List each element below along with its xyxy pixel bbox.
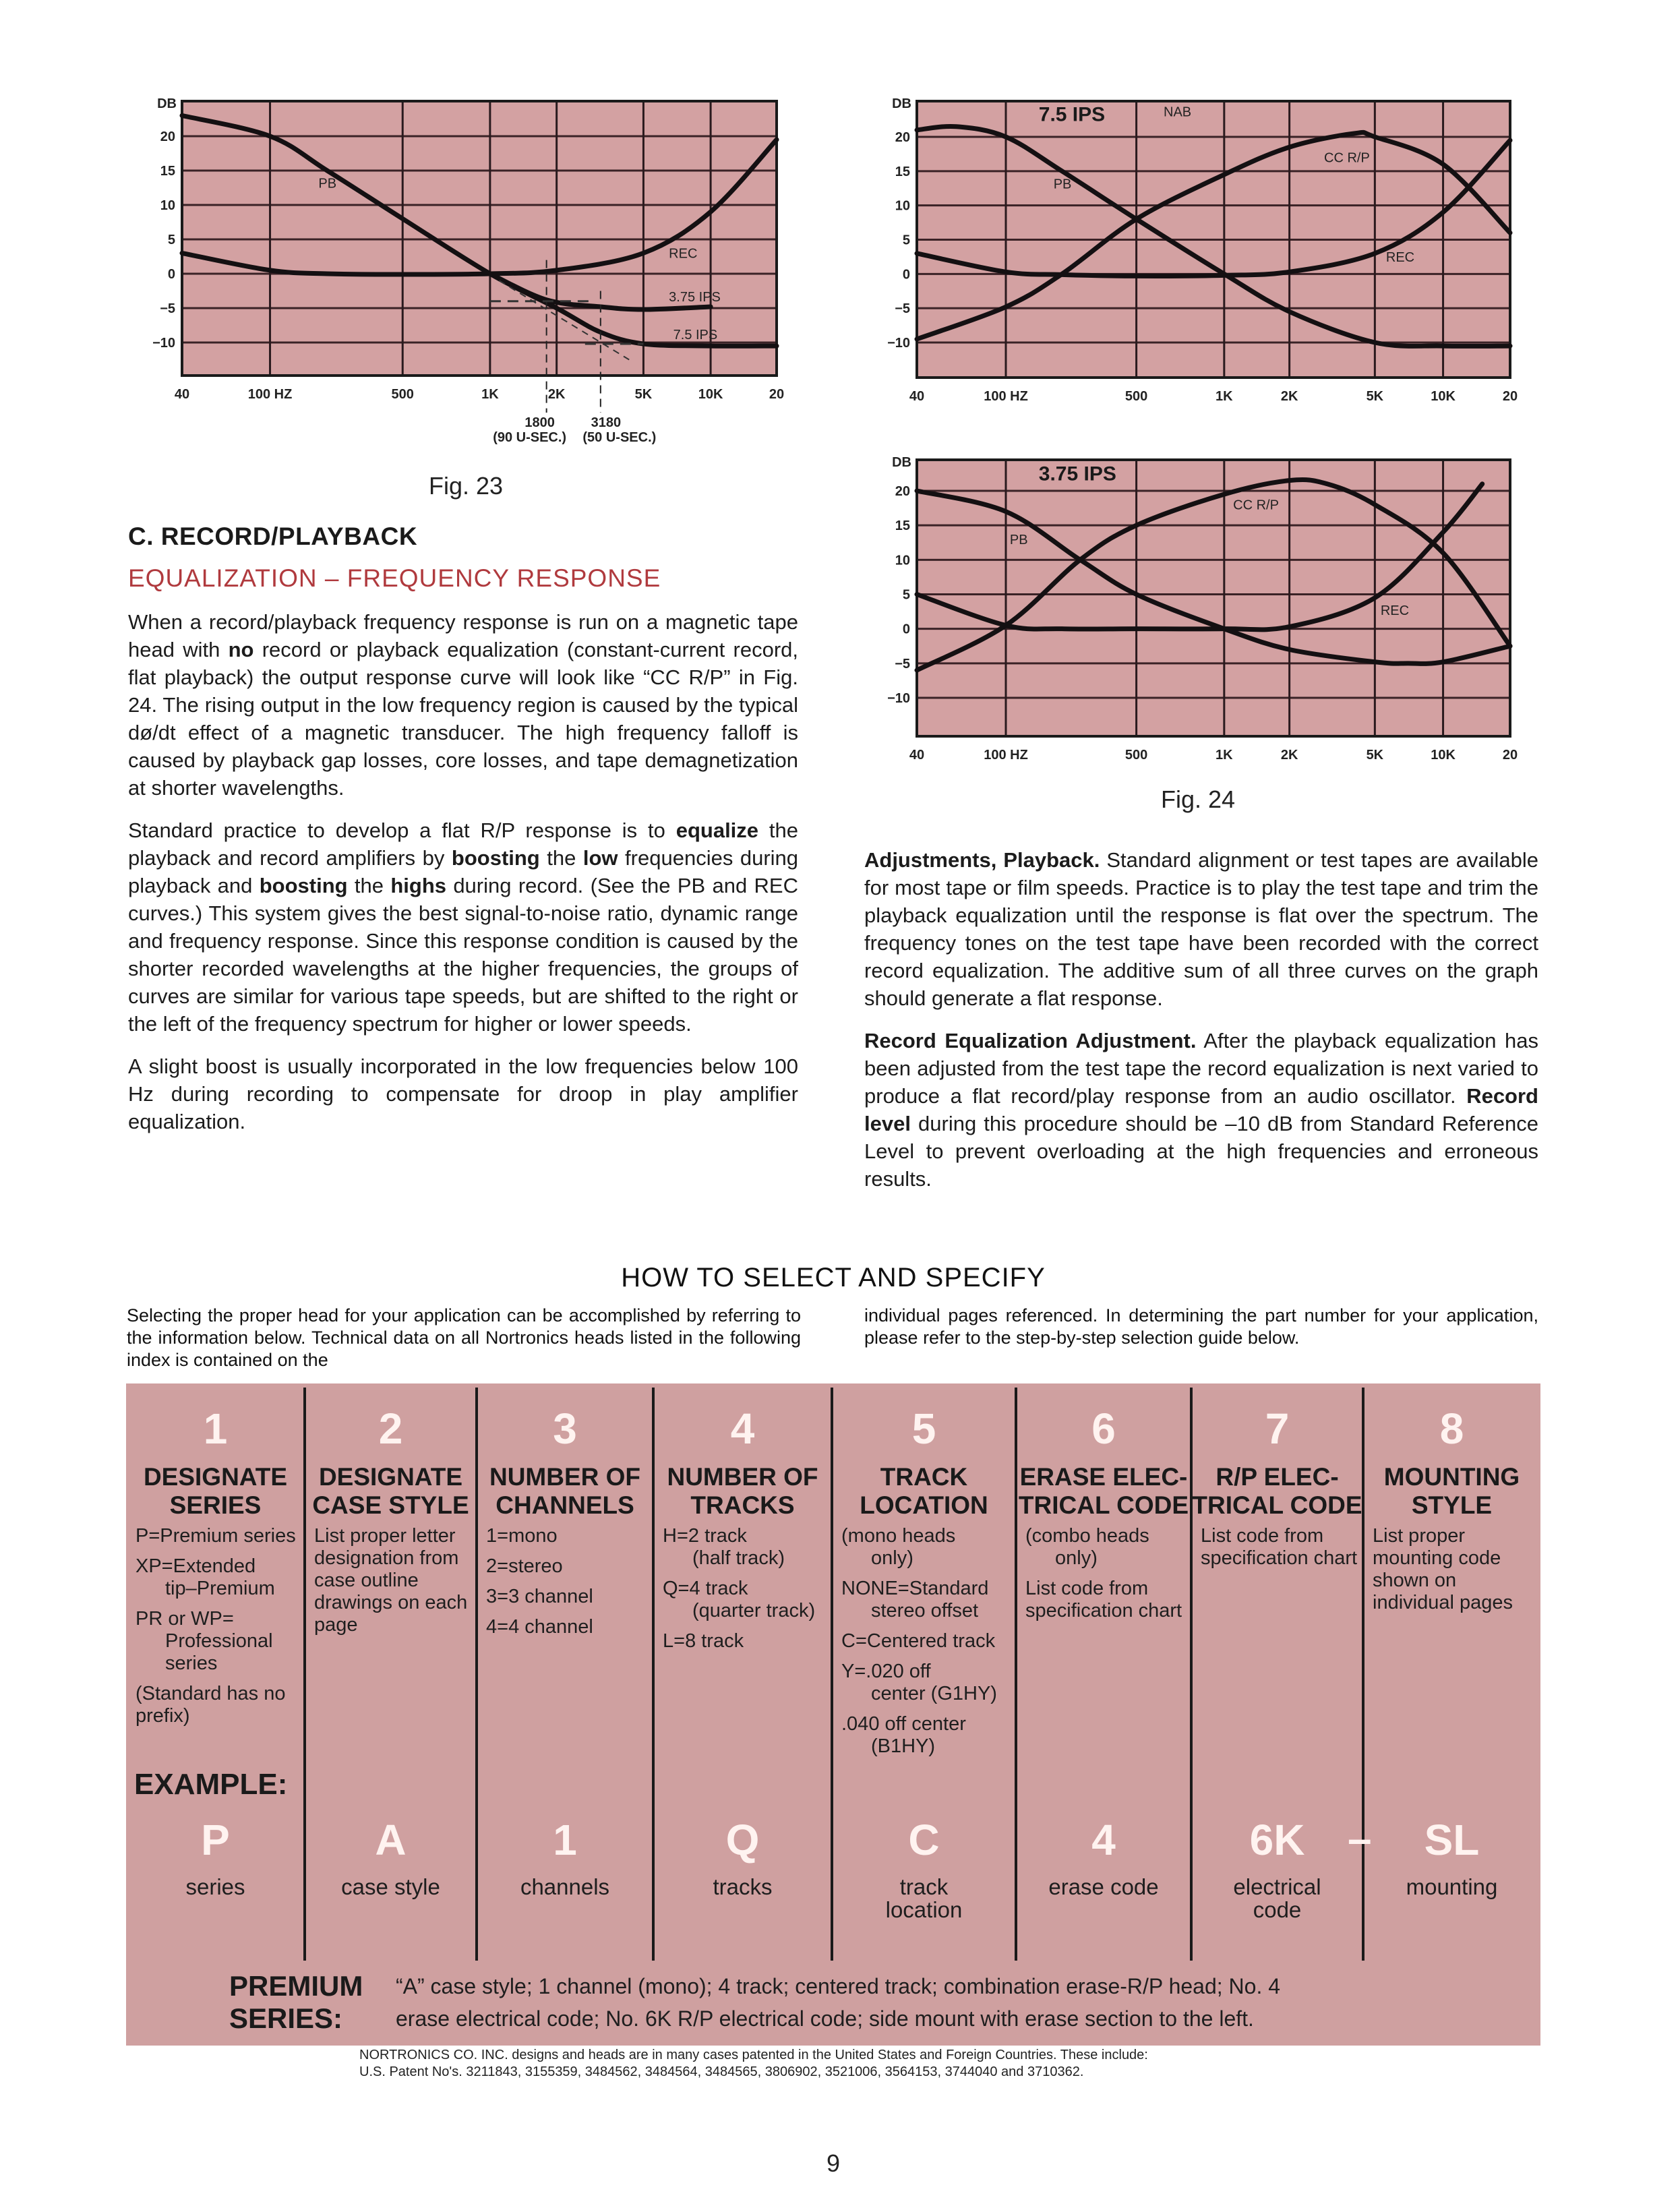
right-paragraph: Record Equalization Adjustment. After the playback equalization has been adjusted from the test tape the record equalization is next varied to produce a flat record/play response from an audio oscillator. Record level during this procedure should be –10 dB from Standard Reference Level to prevent overloading at the high frequencies and erroneous results. xyxy=(864,1029,1538,1191)
step-heading: MOUNTING STYLE xyxy=(1383,1463,1520,1519)
step-column-4 xyxy=(653,1383,832,2046)
svg-text:(50 U-SEC.): (50 U-SEC.) xyxy=(582,430,657,445)
svg-text:REC: REC xyxy=(669,246,698,262)
svg-text:2K: 2K xyxy=(1280,389,1298,404)
step-number: 2 xyxy=(378,1404,403,1453)
select-section-title: HOW TO SELECT AND SPECIFY xyxy=(621,1263,1046,1292)
premium-series-description: “A” case style; 1 channel (mono); 4 track; centered track; combination erase-R/P head; No. 4 erase electrical code; No. 6K R/P electrical code; side mount with erase section to the left. xyxy=(396,1974,1281,2031)
svg-text:2K: 2K xyxy=(547,387,566,402)
step-number: 8 xyxy=(1439,1404,1464,1453)
example-label: erase code xyxy=(1048,1874,1159,1899)
svg-text:20: 20 xyxy=(769,387,785,402)
svg-text:3180: 3180 xyxy=(591,415,622,430)
example-value: 6K xyxy=(1249,1816,1305,1864)
svg-text:−10: −10 xyxy=(152,336,175,351)
example-label: electrical code xyxy=(1233,1874,1321,1922)
example-label: series xyxy=(185,1874,245,1899)
svg-text:CC R/P: CC R/P xyxy=(1324,150,1370,166)
svg-text:40: 40 xyxy=(909,748,925,763)
svg-text:20: 20 xyxy=(1502,389,1518,404)
fig24-bottom-svg xyxy=(870,440,1544,777)
step-number: 4 xyxy=(730,1404,755,1453)
svg-text:0: 0 xyxy=(902,622,910,637)
step-number: 1 xyxy=(203,1404,228,1453)
svg-text:20: 20 xyxy=(895,130,910,145)
step-column-7 xyxy=(1191,1383,1363,2046)
step-column-5 xyxy=(832,1383,1016,2046)
left-column-body xyxy=(128,608,798,1150)
svg-text:2K: 2K xyxy=(1280,748,1298,763)
left-paragraph: A slight boost is usually incorporated in the low frequencies below 100 Hz during recording to compensate for droop in play amplifier equalization. xyxy=(128,1054,798,1133)
example-title: EXAMPLE: xyxy=(134,1768,291,1801)
svg-text:−5: −5 xyxy=(895,656,910,672)
svg-text:15: 15 xyxy=(895,518,910,534)
example-value: P xyxy=(201,1816,230,1864)
svg-text:0: 0 xyxy=(902,267,910,282)
example-label: case style xyxy=(341,1874,440,1899)
svg-text:500: 500 xyxy=(391,387,414,402)
right-paragraph: Adjustments, Playback. Standard alignment or test tapes are available for most tape or film speeds. Practice is to play the test tape and trim the playback equalization until the response is flat over the spectrum. The frequency tones on the test tape have been recorded with the correct record equalization. The additive sum of all three curves on the graph should generate a flat response. xyxy=(864,848,1538,1010)
example-value: 4 xyxy=(1091,1816,1116,1864)
svg-text:PB: PB xyxy=(318,176,337,191)
svg-text:500: 500 xyxy=(1124,748,1148,763)
svg-text:−5: −5 xyxy=(895,301,910,317)
svg-text:−10: −10 xyxy=(887,691,910,706)
svg-text:40: 40 xyxy=(174,387,190,402)
svg-text:100 HZ: 100 HZ xyxy=(984,748,1028,763)
example-label: mounting xyxy=(1406,1874,1498,1899)
step-heading: NUMBER OF TRACKS xyxy=(667,1463,818,1519)
left-paragraph: When a record/playback frequency response is run on a magnetic tape head with no record or playback equalization (constant-current record, flat playback) the output response curve will look like “CC R/P” in Fig. 24. The rising output in the low frequency region is caused by the typical dø/dt effect of a magnetic transducer. The high frequency falloff is caused by playback gap losses, core losses, and tape demagnetization at shorter wavelengths. xyxy=(128,610,798,800)
example-value: Q xyxy=(725,1816,760,1864)
svg-text:500: 500 xyxy=(1124,389,1148,404)
step-column-3 xyxy=(477,1383,653,2046)
svg-text:20: 20 xyxy=(1502,748,1518,763)
svg-text:3.75 IPS: 3.75 IPS xyxy=(669,289,721,305)
svg-text:DB: DB xyxy=(892,96,911,111)
svg-text:10K: 10K xyxy=(698,387,723,402)
step-heading: DESIGNATE CASE STYLE xyxy=(312,1463,469,1519)
svg-text:1K: 1K xyxy=(1216,389,1233,404)
step-heading: DESIGNATE SERIES xyxy=(143,1463,288,1519)
svg-text:5: 5 xyxy=(167,233,175,247)
svg-text:100 HZ: 100 HZ xyxy=(247,387,293,402)
svg-text:0: 0 xyxy=(167,267,175,282)
step-number: 7 xyxy=(1265,1404,1290,1453)
step-description: (mono heads only) NONE=Standard stereo offset C=Centered track Y=.020 off center (G1HY) .040 off center (B1HY) xyxy=(841,1525,997,1757)
svg-text:REC: REC xyxy=(1380,603,1410,619)
svg-text:NAB: NAB xyxy=(1164,105,1192,120)
svg-text:7.5 IPS: 7.5 IPS xyxy=(673,327,718,342)
svg-text:15: 15 xyxy=(895,164,910,179)
svg-text:1K: 1K xyxy=(1216,748,1233,763)
svg-text:5K: 5K xyxy=(1366,389,1384,404)
svg-text:5: 5 xyxy=(902,233,910,248)
svg-text:100 HZ: 100 HZ xyxy=(984,389,1028,404)
fig24-bottom-chart xyxy=(870,440,1544,777)
svg-text:PB: PB xyxy=(1053,177,1072,192)
svg-text:10K: 10K xyxy=(1431,389,1456,404)
example-value: 1 xyxy=(553,1816,577,1864)
step-description: 1=mono 2=stereo 3=3 channel 4=4 channel xyxy=(486,1525,593,1638)
step-description: P=Premium series XP=Extended tip–Premium PR or WP= Professional series (Standard has no prefix) xyxy=(136,1525,296,1727)
fig23-svg xyxy=(135,81,796,458)
svg-text:DB: DB xyxy=(157,96,177,111)
svg-text:PB: PB xyxy=(1009,532,1028,547)
section-subtitle: EQUALIZATION – FREQUENCY RESPONSE xyxy=(128,564,661,592)
svg-text:1800: 1800 xyxy=(524,415,555,430)
svg-text:10K: 10K xyxy=(1431,748,1456,763)
svg-text:3.75 IPS: 3.75 IPS xyxy=(1038,463,1116,485)
step-column-2 xyxy=(305,1383,477,2046)
fig24-caption: Fig. 24 xyxy=(1161,785,1236,813)
step-description: List proper mounting code shown on individual pages xyxy=(1373,1525,1513,1613)
select-intro-left: Selecting the proper head for your application can be accomplished by referring to the information below. Technical data on all Nortronics heads listed in the following index is contained on the xyxy=(127,1305,801,1370)
fig23-chart xyxy=(135,81,796,458)
svg-text:5K: 5K xyxy=(1366,748,1384,763)
step-description: List code from specification chart xyxy=(1201,1525,1358,1569)
svg-text:−10: −10 xyxy=(887,336,910,351)
step-heading: ERASE ELEC- TRICAL CODE xyxy=(1018,1463,1189,1519)
step-description: List proper letter designation from case outline drawings on each page xyxy=(314,1525,468,1636)
selection-guide-table xyxy=(126,1383,1540,2046)
premium-series-label: PREMIUM SERIES: xyxy=(229,1970,363,2034)
svg-text:10: 10 xyxy=(160,198,175,213)
svg-text:DB: DB xyxy=(892,455,911,470)
svg-text:−5: −5 xyxy=(160,301,175,316)
svg-text:10: 10 xyxy=(895,198,910,214)
left-paragraph: Standard practice to develop a flat R/P response is to equalize the playback and record amplifiers by boosting the low frequencies during playback and boosting the highs during record. (See the PB and REC curves.) This system gives the best signal-to-noise ratio, dynamic range and frequency response. Since this response condition is caused by the shorter recorded wavelengths at the higher frequencies, the groups of curves are similar for various tape speeds, but are shifted to the right or the left of the frequency spectrum for higher or lower speeds. xyxy=(128,818,799,1036)
example-label: channels xyxy=(520,1874,610,1899)
page-number: 9 xyxy=(827,2149,841,2177)
step-heading: NUMBER OF CHANNELS xyxy=(489,1463,641,1519)
example-label: track location xyxy=(885,1874,963,1922)
svg-text:REC: REC xyxy=(1385,250,1415,266)
example-dash: – xyxy=(1348,1814,1372,1863)
patent-notice-line1: NORTRONICS CO. INC. designs and heads are in many cases patented in the United States and Foreign Countries. These include: xyxy=(359,2048,1148,2062)
step-number: 5 xyxy=(911,1404,936,1453)
fig24-top-chart xyxy=(870,81,1544,418)
step-heading: R/P ELEC- TRICAL CODE xyxy=(1192,1463,1362,1519)
example-value: A xyxy=(375,1816,407,1864)
step-heading: TRACK LOCATION xyxy=(860,1463,988,1519)
svg-text:5K: 5K xyxy=(634,387,653,402)
section-title: C. RECORD/PLAYBACK xyxy=(128,523,418,550)
svg-text:15: 15 xyxy=(160,164,175,179)
svg-text:40: 40 xyxy=(909,389,925,404)
svg-text:20: 20 xyxy=(895,484,910,499)
right-column-body xyxy=(864,846,1538,1208)
svg-text:CC R/P: CC R/P xyxy=(1233,498,1279,513)
example-value: SL xyxy=(1424,1816,1480,1864)
fig24-top-svg xyxy=(870,81,1544,418)
fig23-caption: Fig. 23 xyxy=(429,472,504,500)
step-number: 3 xyxy=(553,1404,577,1453)
step-description: (combo heads only) List code from specification chart xyxy=(1025,1525,1182,1621)
example-label: tracks xyxy=(713,1874,773,1899)
svg-text:20: 20 xyxy=(160,129,175,144)
patent-notice-line2: U.S. Patent No's. 3211843, 3155359, 3484562, 3484564, 3484565, 3806902, 3521006, 3564153, 3744040 and 3710362. xyxy=(359,2064,1084,2079)
svg-text:7.5 IPS: 7.5 IPS xyxy=(1038,103,1106,126)
step-description: H=2 track (half track) Q=4 track (quarter track) L=8 track xyxy=(663,1525,816,1652)
step-column-8 xyxy=(1363,1383,1540,2046)
select-intro-right: individual pages referenced. In determining the part number for your application, please refer to the step-by-step selection guide below. xyxy=(864,1305,1538,1348)
step-column-1 xyxy=(126,1383,305,2046)
step-number: 6 xyxy=(1091,1404,1116,1453)
step-column-6 xyxy=(1016,1383,1191,2046)
svg-text:(90 U-SEC.): (90 U-SEC.) xyxy=(493,430,567,445)
example-value: C xyxy=(908,1816,940,1864)
svg-text:5: 5 xyxy=(902,587,910,603)
svg-text:1K: 1K xyxy=(481,387,499,402)
svg-text:10: 10 xyxy=(895,553,910,568)
